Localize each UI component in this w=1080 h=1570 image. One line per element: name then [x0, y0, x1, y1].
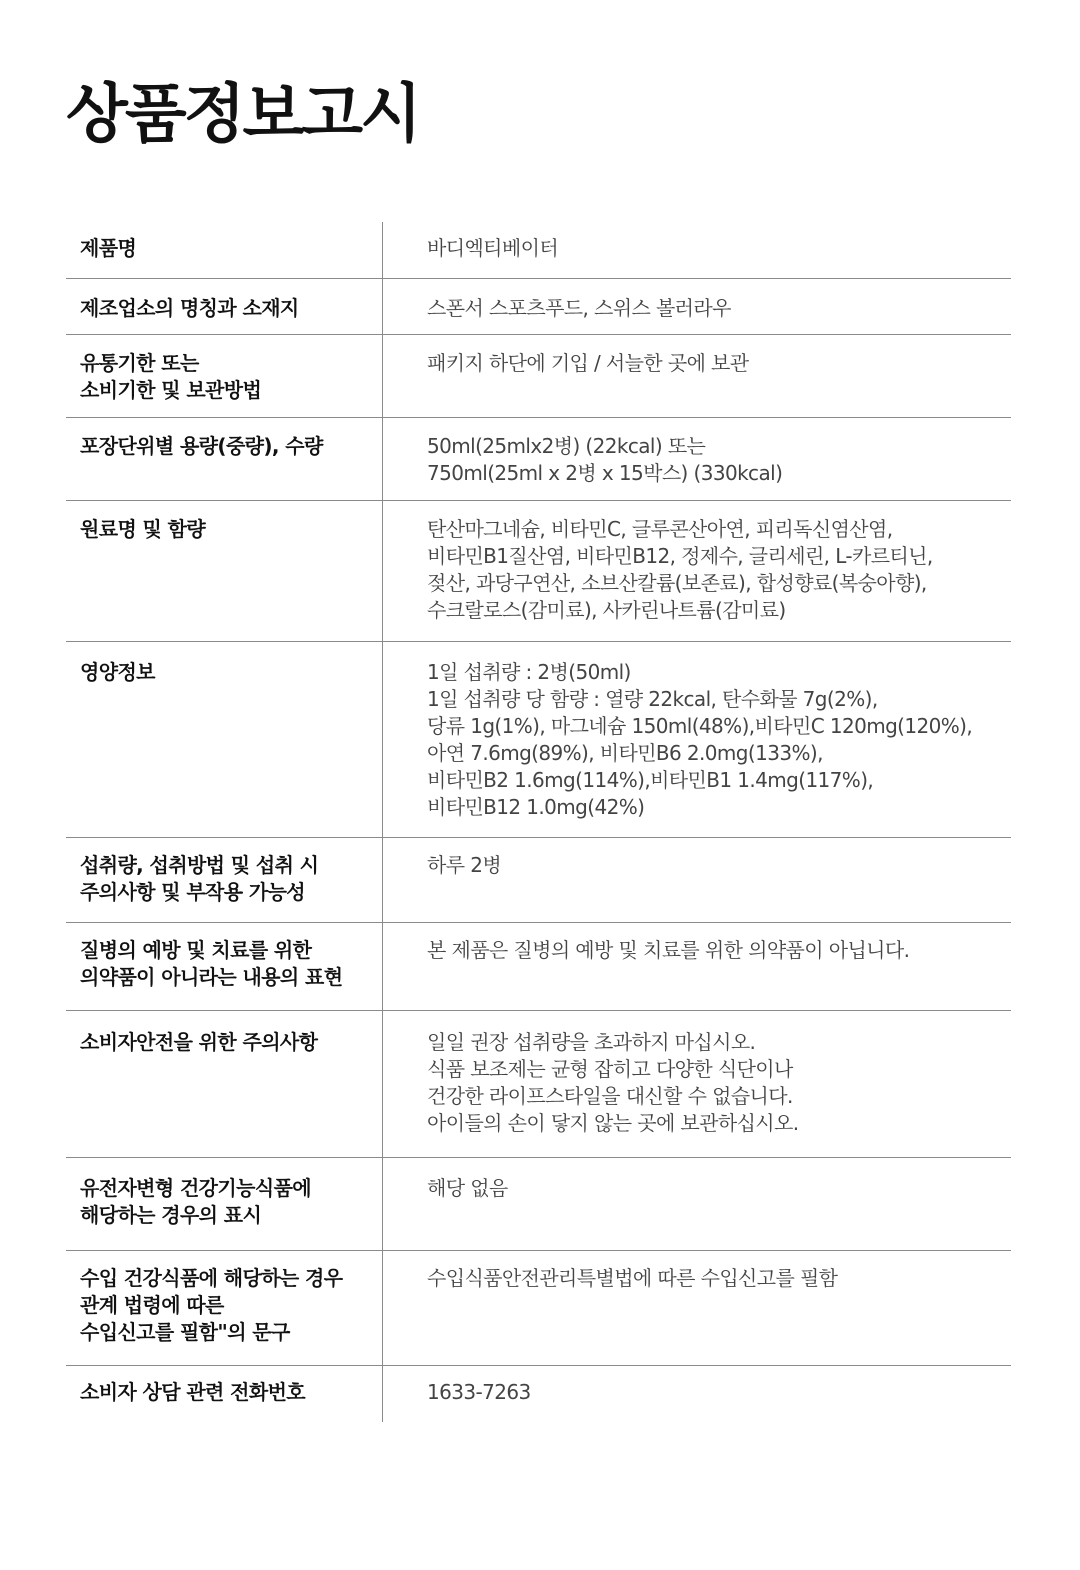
row-label: 소비자 상담 관련 전화번호	[80, 1379, 306, 1404]
row-value: 1일 섭취량 : 2병(50ml) 1일 섭취량 당 함량 : 열량 22kcal, 탄수화물 7g(2%), 당류 1g(1%), 마그네슘 150ml(48%),비타민C 120mg(120%), 아연 7.6mg(89%), 비타민B6 2.0mg(133%), 비타민B2 1.6mg(114%),비타민B1 1.4mg(117%), 비타민B12 1.0mg(42%)	[427, 659, 973, 819]
row-label: 수입 건강식품에 해당하는 경우 관계 법령에 따른 수입신고를 필함"의 문구	[80, 1265, 343, 1344]
row-label: 섭취량, 섭취방법 및 섭취 시 주의사항 및 부작용 가능성	[80, 852, 319, 904]
table-row	[66, 222, 1011, 278]
row-label-cell	[66, 278, 383, 334]
row-label-cell	[66, 922, 383, 1010]
row-value-cell	[383, 417, 1012, 500]
table-row	[66, 1250, 1011, 1365]
table-row	[66, 837, 1011, 922]
row-label: 유통기한 또는 소비기한 및 보관방법	[80, 350, 262, 402]
row-value-cell	[383, 1157, 1012, 1250]
product-info-table	[66, 222, 1011, 1422]
row-value: 바디엑티베이터	[427, 236, 559, 260]
row-value: 본 제품은 질병의 예방 및 치료를 위한 의약품이 아닙니다.	[427, 937, 910, 962]
row-value-cell	[383, 1365, 1012, 1422]
table-row	[66, 334, 1011, 417]
row-label: 영양정보	[80, 659, 155, 684]
table-row	[66, 278, 1011, 334]
row-label: 질병의 예방 및 치료를 위한 의약품이 아니라는 내용의 표현	[80, 937, 343, 989]
product-info-table-body	[66, 222, 1011, 1422]
row-label-cell	[66, 500, 383, 641]
row-value-cell	[383, 278, 1012, 334]
row-label-cell	[66, 837, 383, 922]
row-label: 유전자변형 건강기능식품에 해당하는 경우의 표시	[80, 1175, 312, 1227]
row-value-cell	[383, 641, 1012, 837]
row-label-cell	[66, 1157, 383, 1250]
row-value: 패키지 하단에 기입 / 서늘한 곳에 보관	[427, 350, 749, 375]
row-label-cell	[66, 222, 383, 278]
page-title: 상품정보고시	[66, 78, 419, 152]
row-value: 탄산마그네슘, 비타민C, 글루콘산아연, 피리독신염산염, 비타민B1질산염, 비타민B12, 정제수, 글리세린, L-카르티닌, 젖산, 과당구연산, 소브산칼륨(보존료), 합성향료(복숭아향), 수크랄로스(감미료), 사카린나트륨(감미료)	[427, 516, 933, 622]
table-row	[66, 417, 1011, 500]
row-label-cell	[66, 1365, 383, 1422]
table-row	[66, 1365, 1011, 1422]
row-value-cell	[383, 222, 1012, 278]
row-value: 하루 2병	[427, 852, 502, 877]
row-label-cell	[66, 641, 383, 837]
row-value-cell	[383, 334, 1012, 417]
row-label-cell	[66, 1250, 383, 1365]
row-value: 일일 권장 섭취량을 초과하지 마십시오. 식품 보조제는 균형 잡히고 다양한 식단이나 건강한 라이프스타일을 대신할 수 없습니다. 아이들의 손이 닿지 않는 곳에 보관하십시오.	[427, 1029, 799, 1135]
row-label-cell	[66, 334, 383, 417]
row-label: 원료명 및 함량	[80, 516, 206, 541]
row-label: 포장단위별 용량(중량), 수량	[80, 433, 323, 458]
row-value: 50ml(25mlx2병) (22kcal) 또는 750ml(25ml x 2병 x 15박스) (330kcal)	[427, 433, 783, 485]
table-row	[66, 641, 1011, 837]
row-value: 스폰서 스포츠푸드, 스위스 볼러라우	[427, 295, 731, 320]
table-row	[66, 500, 1011, 641]
row-label: 제조업소의 명칭과 소재지	[80, 295, 299, 320]
row-value-cell	[383, 922, 1012, 1010]
row-label-cell	[66, 1010, 383, 1157]
row-value: 1633-7263	[427, 1379, 531, 1404]
row-value-cell	[383, 1010, 1012, 1157]
row-label: 제품명	[80, 236, 137, 260]
row-label: 소비자안전을 위한 주의사항	[80, 1029, 318, 1054]
row-value-cell	[383, 837, 1012, 922]
row-value: 해당 없음	[427, 1175, 508, 1200]
row-label-cell	[66, 417, 383, 500]
row-value-cell	[383, 500, 1012, 641]
table-row	[66, 1010, 1011, 1157]
row-value: 수입식품안전관리특별법에 따른 수입신고를 필함	[427, 1265, 838, 1290]
row-value-cell	[383, 1250, 1012, 1365]
table-row	[66, 1157, 1011, 1250]
table-row	[66, 922, 1011, 1010]
